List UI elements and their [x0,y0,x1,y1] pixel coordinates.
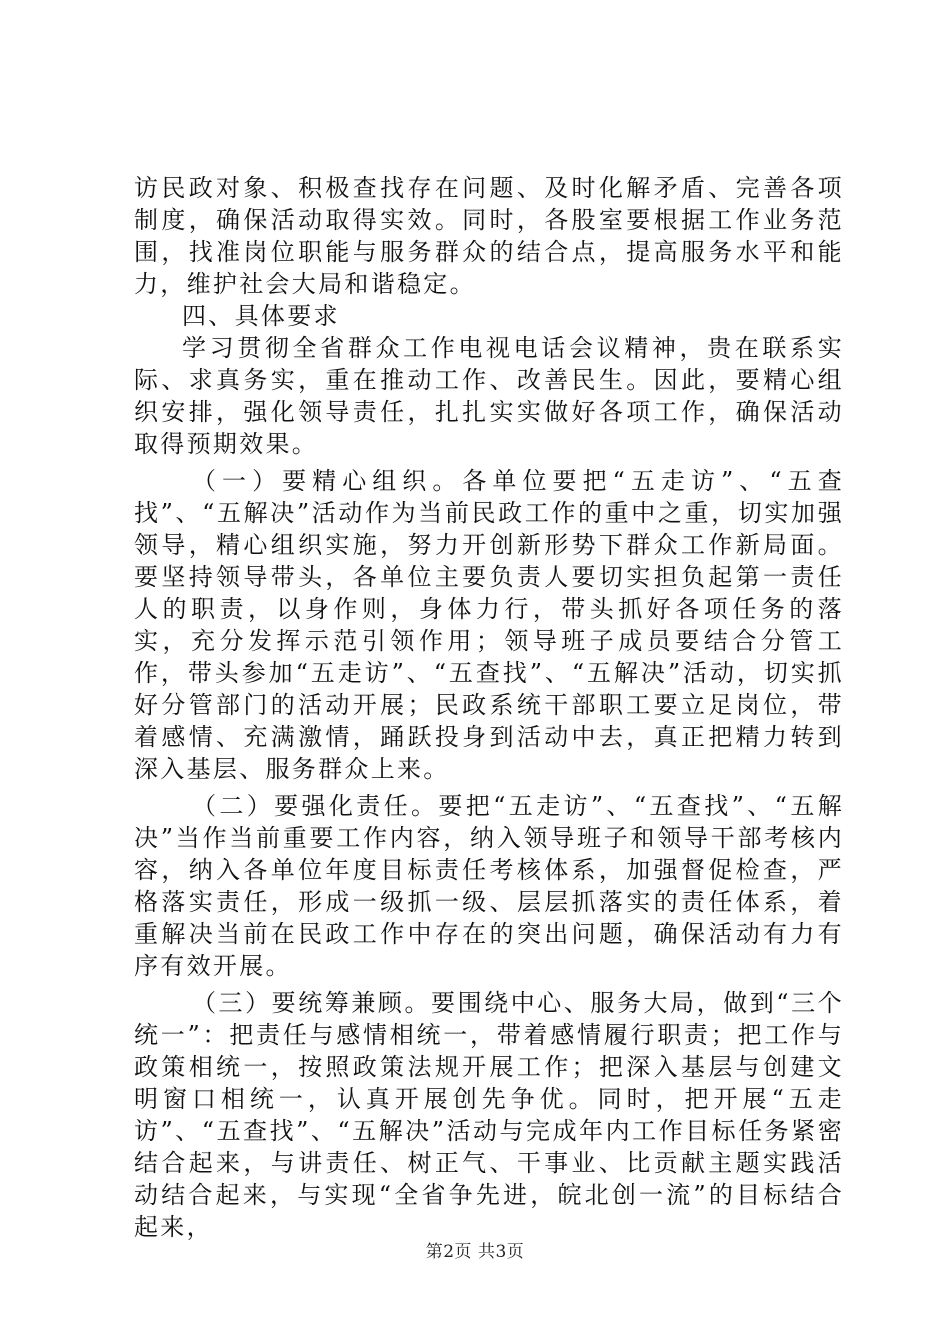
paragraph-item-3: （三）要统筹兼顾。要围绕中心、服务大局，做到“三个统一”：把责任与感情相统一，带着感情履行职责；把工作与政策相统一，按照政策法规开展工作；把深入基层与创建文明窗口相统一，认真开展创先争优。同时，把开展“五走访”、“五查找”、“五解决”活动与完成年内工作目标任务紧密结合起来，与讲责任、树正气、干事业、比贡献主题实践活动结合起来，与实现“全省争先进，皖北创一流”的目标结合起来， [134,989,844,1241]
paragraph-item-2: （二）要强化责任。要把“五走访”、“五查找”、“五解决”当作当前重要工作内容，纳入领导班子和领导干部考核内容，纳入各单位年度目标责任考核体系，加强督促检查，严格落实责任，形成一级抓一级、层层抓落实的责任体系，着重解决当前在民政工作中存在的突出问题，确保活动有力有序有效开展。 [134,792,844,980]
page-number-footer: 第2页 共3页 [425,1242,525,1262]
section-heading: 四、具体要求 [182,302,340,330]
paragraph-intro: 学习贯彻全省群众工作电视电话会议精神，贵在联系实际、求真务实，重在推动工作、改善民生。因此，要精心组织安排，强化领导责任，扎扎实实做好各项工作，确保活动取得预期效果。 [134,334,844,458]
paragraph-item-1: （一）要精心组织。各单位要把“五走访”、“五查找”、“五解决”活动作为当前民政工作的重中之重，切实加强领导，精心组织实施，努力开创新形势下群众工作新局面。要坚持领导带头，各单位主要负责人要切实担负起第一责任人的职责，以身作则，身体力行，带头抓好各项任务的落实，充分发挥示范引领作用；领导班子成员要结合分管工作，带头参加“五走访”、“五查找”、“五解决”活动，切实抓好分管部门的活动开展；民政系统干部职工要立足岗位，带着感情、充满激情，踊跃投身到活动中去，真正把精力转到深入基层、服务群众上来。 [134,467,844,783]
paragraph-continuation: 访民政对象、积极查找存在问题、及时化解矛盾、完善各项制度，确保活动取得实效。同时，各股室要根据工作业务范围，找准岗位职能与服务群众的结合点，提高服务水平和能力，维护社会大局和谐稳定。 [134,174,844,298]
document-body [134,172,844,1243]
